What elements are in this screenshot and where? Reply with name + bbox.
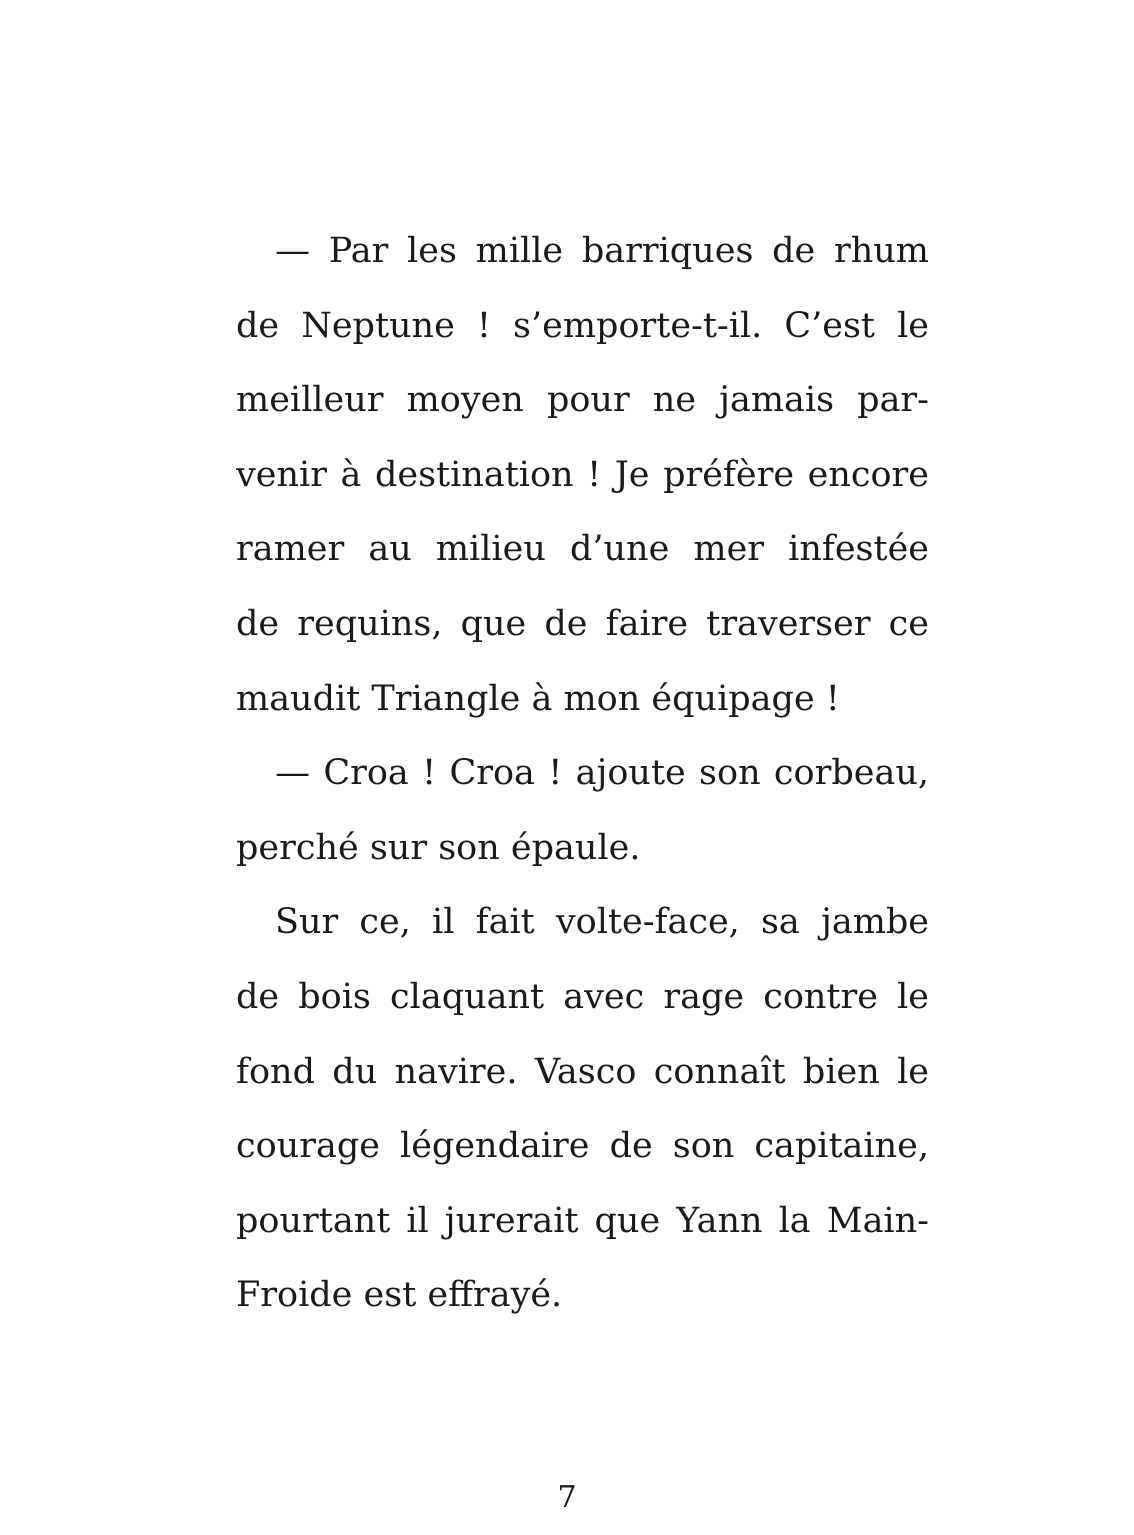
text-line: pourtant il jurerait que Yann la Main- bbox=[236, 1200, 929, 1241]
text-line: Froide est effrayé. bbox=[236, 1275, 563, 1316]
text-line: ramer au milieu d’une mer infestée bbox=[236, 529, 929, 570]
text-line: — Par les mille barriques de rhum bbox=[275, 231, 929, 271]
text-line: courage légendaire de son capitaine, bbox=[236, 1126, 929, 1167]
text-line: — Croa ! Croa ! ajoute son corbeau, bbox=[275, 753, 929, 794]
page-number: 7 bbox=[557, 1480, 577, 1515]
text-line: venir à destination ! Je préfère encore bbox=[236, 454, 929, 495]
text-line: fond du navire. Vasco connaît bien le bbox=[236, 1051, 929, 1092]
text-line: perché sur son épaule. bbox=[236, 827, 641, 868]
paragraph-narration bbox=[236, 885, 929, 1333]
body-text bbox=[236, 214, 929, 1333]
text-line: de Neptune ! s’emporte-t-il. C’est le bbox=[236, 305, 929, 346]
text-line: Sur ce, il fait volte-face, sa jambe bbox=[275, 902, 929, 943]
text-line: de bois claquant avec rage contre le bbox=[236, 976, 929, 1017]
paragraph-raven bbox=[236, 736, 929, 885]
text-line: maudit Triangle à mon équipage ! bbox=[236, 678, 840, 719]
text-line: meilleur moyen pour ne jamais par- bbox=[236, 380, 929, 421]
paragraph-captain-speech bbox=[236, 214, 929, 736]
text-line: de requins, que de faire traverser ce bbox=[236, 603, 929, 644]
